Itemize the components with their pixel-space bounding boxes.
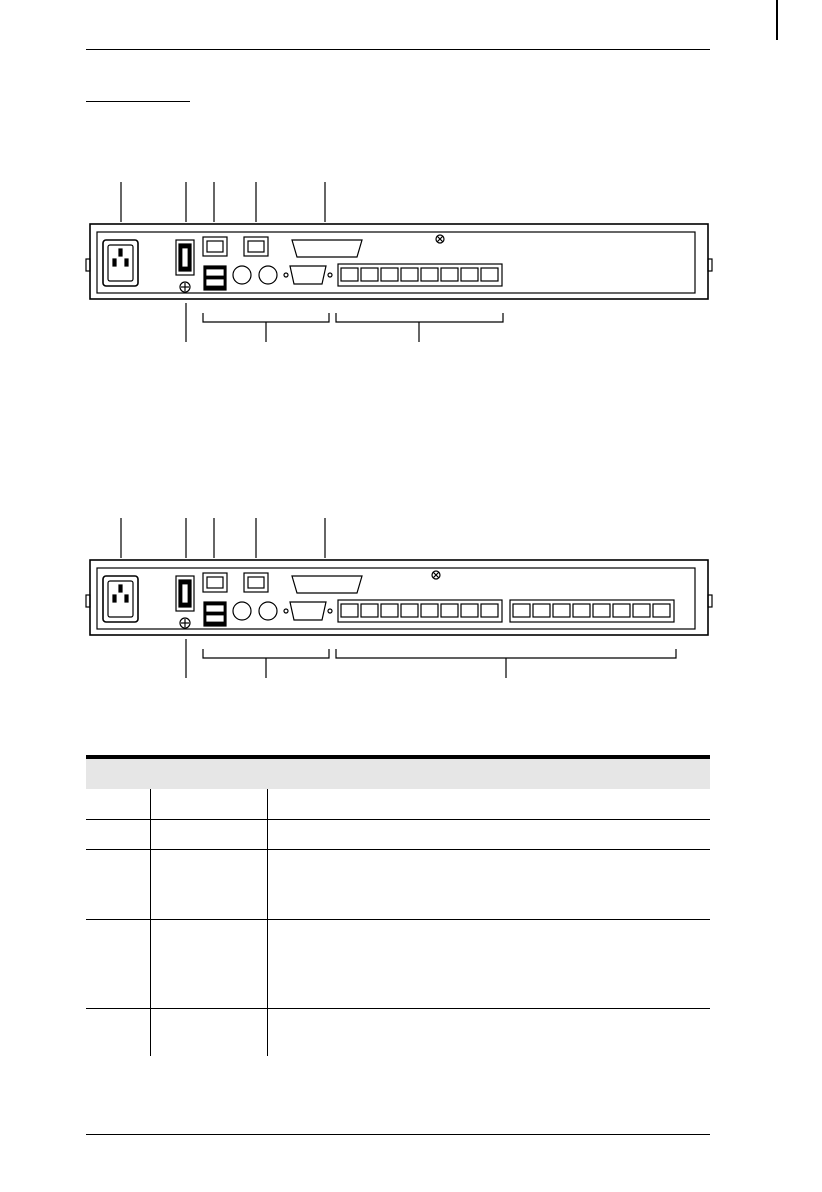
bracket-console-ports (203, 649, 329, 658)
table-row (86, 789, 710, 819)
table-row (86, 1008, 710, 1056)
table-header-component (150, 757, 267, 789)
audio-jack-mic (233, 602, 251, 620)
table-header-row (86, 757, 710, 789)
table-header-no (86, 757, 150, 789)
table-row (86, 849, 710, 919)
daisy-chain-port (292, 576, 362, 593)
table-header-description (267, 757, 710, 789)
bracket-kvm-ports (336, 649, 676, 658)
audio-jack-speaker (259, 602, 277, 620)
table-row (86, 919, 710, 1008)
kvm-port-bank-1 (338, 600, 502, 622)
component-table (86, 755, 710, 1056)
table-row (86, 819, 710, 849)
footer-rule (86, 1134, 710, 1135)
console-vga-port (290, 602, 326, 620)
